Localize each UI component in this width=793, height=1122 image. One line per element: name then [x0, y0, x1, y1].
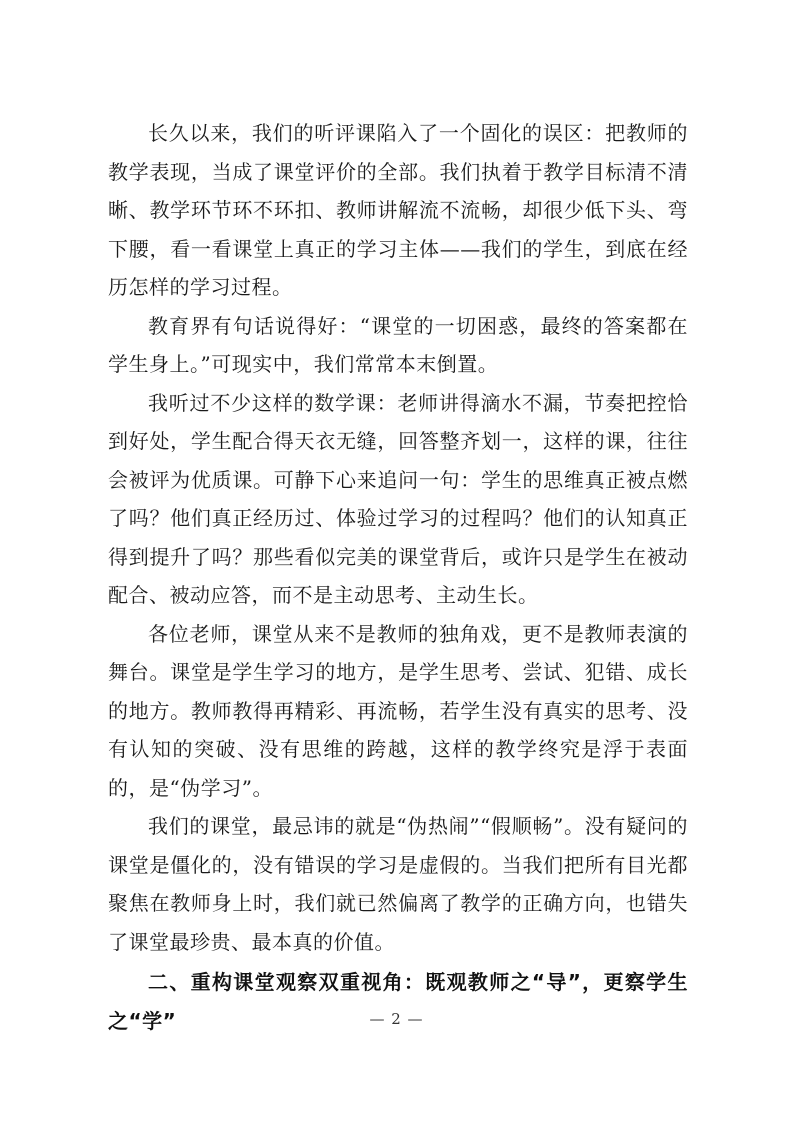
paragraph-2: 教育界有句话说得好：“课堂的一切困惑，最终的答案都在学生身上。”可现实中，我们常常本末倒置。 — [108, 313, 688, 376]
section-heading: 二、重构课堂观察双重视角：既观教师之“导”，更察学生之“学” — [108, 970, 688, 1033]
paragraph-1: 长久以来，我们的听评课陷入了一个固化的误区：把教师的教学表现，当成了课堂评价的全部。我们执着于教学目标清不清晰、教学环节环不环扣、教师讲解流不流畅，却很少低下头、弯下腰，看一看课堂上真正的学习主体——我们的学生，到底在经历怎样的学习过程。 — [108, 121, 688, 299]
body-text — [108, 114, 688, 1040]
paragraph-5: 我们的课堂，最忌讳的就是“伪热闹”“假顺畅”。没有疑问的课堂是僵化的，没有错误的学习是虚假的。当我们把所有目光都聚焦在教师身上时，我们就已然偏离了教学的正确方向，也错失了课堂最珍贵、最本真的价值。 — [108, 814, 688, 954]
page-number: — 2 — — [369, 1010, 424, 1028]
paragraph-3: 我听过不少这样的数学课：老师讲得滴水不漏，节奏把控恰到好处，学生配合得天衣无缝，回答整齐划一，这样的课，往往会被评为优质课。可静下心来追问一句：学生的思维真正被点燃了吗？他们真正经历过、体验过学习的过程吗？他们的认知真正得到提升了吗？那些看似完美的课堂背后，或许只是学生在被动配合、被动应答，而不是主动思考、主动生长。 — [108, 390, 688, 607]
paragraph-4: 各位老师，课堂从来不是教师的独角戏，更不是教师表演的舞台。课堂是学生学习的地方，是学生思考、尝试、犯错、成长的地方。教师教得再精彩、再流畅，若学生没有真实的思考、没有认知的突破、没有思维的跨越，这样的教学终究是浮于表面的，是“伪学习”。 — [108, 621, 688, 800]
